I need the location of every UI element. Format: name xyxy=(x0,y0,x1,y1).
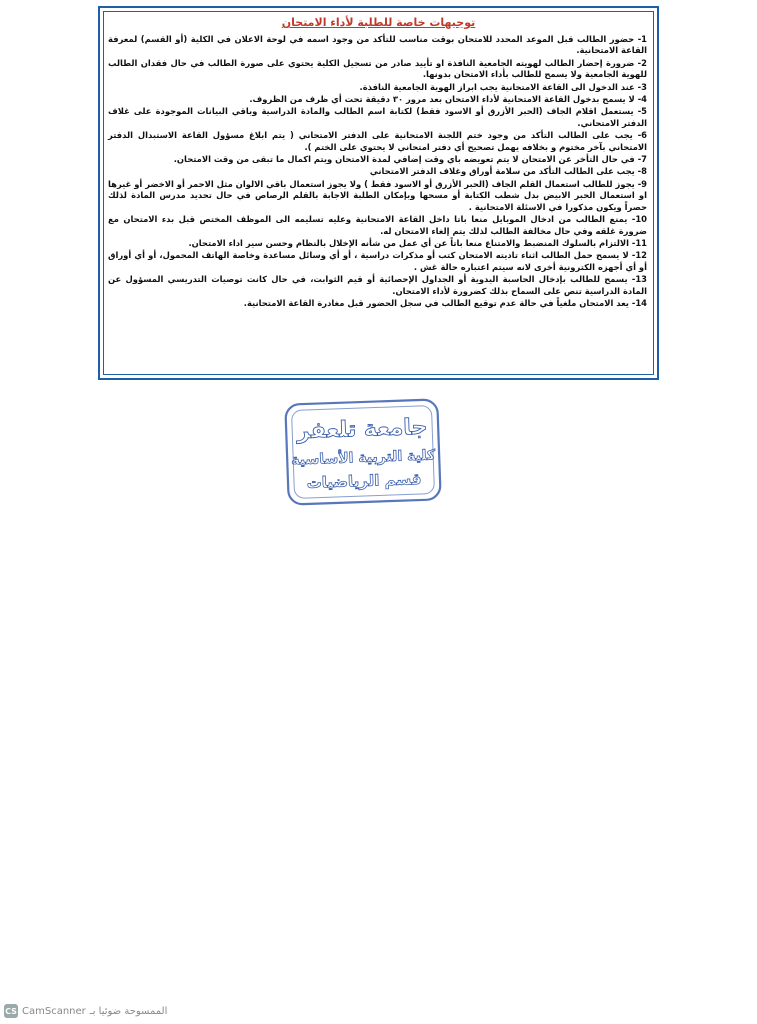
rules-list xyxy=(108,34,647,310)
rule-item: 8- يجب على الطالب التأكد من سلامة أوراق وغلاف الدفتر الامتحاني xyxy=(369,166,647,177)
rule-item: 1- حضور الطالب قبل الموعد المحدد للامتحان بوقت مناسب للتأكد من وجود اسمه في لوحة الاعلان في الكلية (أو القسم) لمعرفة القاعة الامتحانية. xyxy=(108,34,647,56)
scanned-by-text: الممسوحة ضوئيا بـ xyxy=(89,1005,168,1017)
department-stamp xyxy=(283,396,443,508)
scanner-watermark xyxy=(4,1003,167,1019)
rule-item: 2- ضرورة إحضار الطالب لهويته الجامعية النافذة او تأييد صادر من تسجيل الكلية يحتوي على صورة الطالب في حال فقدان الطالب للهوية الجامعية ولا يسمح للطالب بأداء الامتحان بدونها. xyxy=(108,57,647,80)
rule-item: 4- لا يسمح بدخول القاعة الامتحانية لأداء الامتحان بعد مرور ٣٠ دقيقة تحت أي ظرف من الظروف. xyxy=(249,94,647,105)
rule-item: 9- يجوز للطالب استعمال القلم الجاف (الحبر الأزرق أو الاسود فقط ) ولا يجوز استعمال باقي الالوان مثل الاحمر أو الاخضر أو غيرها او استعمال الحبر الابيض بدل شطب الكتابة أو مسحها وبإمكان الطلبة الاجابة بالقلم الرصاص في حال تحديد مدرس المادة لذلك حصراً ويكون مذكورا في الاسئلة الامتحانية . xyxy=(108,178,647,212)
stamp-line-college: كلية التربية الأساسية xyxy=(290,447,436,469)
rule-item: 10- يمنع الطالب من ادخال الموبايل منعا باتا داخل القاعة الامتحانية وعليه تسليمه الى الموظف المختص قبل بدء الامتحان مع ضرورة غلقه وفي حال مخالفة الطالب لذلك يتم إلغاء الامتحان له. xyxy=(108,214,647,236)
stamp-line-department: قسم الرياضيات xyxy=(306,469,422,492)
rule-item: 14- يعد الامتحان ملغياً في حالة عدم توقيع الطالب في سجل الحضور قبل مغادرة القاعة الامتحانية. xyxy=(243,297,647,308)
rule-item: 3- عند الدخول الى القاعة الامتحانية يجب ابراز الهوية الجامعية النافذة. xyxy=(359,81,647,92)
rule-item: 12- لا يسمح حمل الطالب اثناء تاديته الامتحان كتب أو مذكرات دراسية ، أو أي وسائل مساعدة وخاصة الهاتف المحمول، أو أي أوراق أو أي أجهزه الكترونية أخرى لانه سيتم اعتباره حالة غش . xyxy=(108,250,647,272)
rule-item: 11- الالتزام بالسلوك المنضبط والامتناع منعا باتاً عن أي عمل من شأنه الإخلال بالنظام وحسن سير اداء الامتحان. xyxy=(188,237,647,248)
rule-item: 13- يسمح للطالب بإدخال الحاسبة اليدوية أو الجداول الإحصائية أو قيم الثوابت، في حال كانت توصيات التدريسي المسؤول عن المادة الدراسية تنص على السماح بذلك كضرورة لأداء الامتحان. xyxy=(108,274,647,296)
camscanner-logo-icon: CS xyxy=(4,1004,18,1018)
rule-item: 7- في حال التأخر عن الامتحان لا يتم تعويضه باي وقت إضافي لمدة الامتحان ويتم اكمال ما تبقى من وقت الامتحان. xyxy=(173,154,647,165)
stamp-line-university: جامعة تلعفر xyxy=(296,414,428,445)
page-title: توجيهات خاصة للطلبة لأداء الامتحان xyxy=(281,16,476,29)
instructions-frame xyxy=(98,6,659,380)
rule-item: 5- يستعمل اقلام الجاف (الحبر الأزرق أو الاسود فقط) لكتابة اسم الطالب والمادة الدراسية وباقي البيانات الموجودة على غلاف الدفتر الامتحاني. xyxy=(108,106,647,128)
rule-item: 6- يجب على الطالب التأكد من وجود ختم اللجنة الامتحانية على الدفتر الامتحاني ( يتم ابلاغ مسؤول القاعة الاستبدال الدفتر الامتحاني بآخر مختوم و بخلافه يهمل تصحيح أي دفتر امتحاني لا يحتوي على الختم ). xyxy=(108,130,647,152)
camscanner-app-name: CamScanner xyxy=(22,1005,86,1017)
